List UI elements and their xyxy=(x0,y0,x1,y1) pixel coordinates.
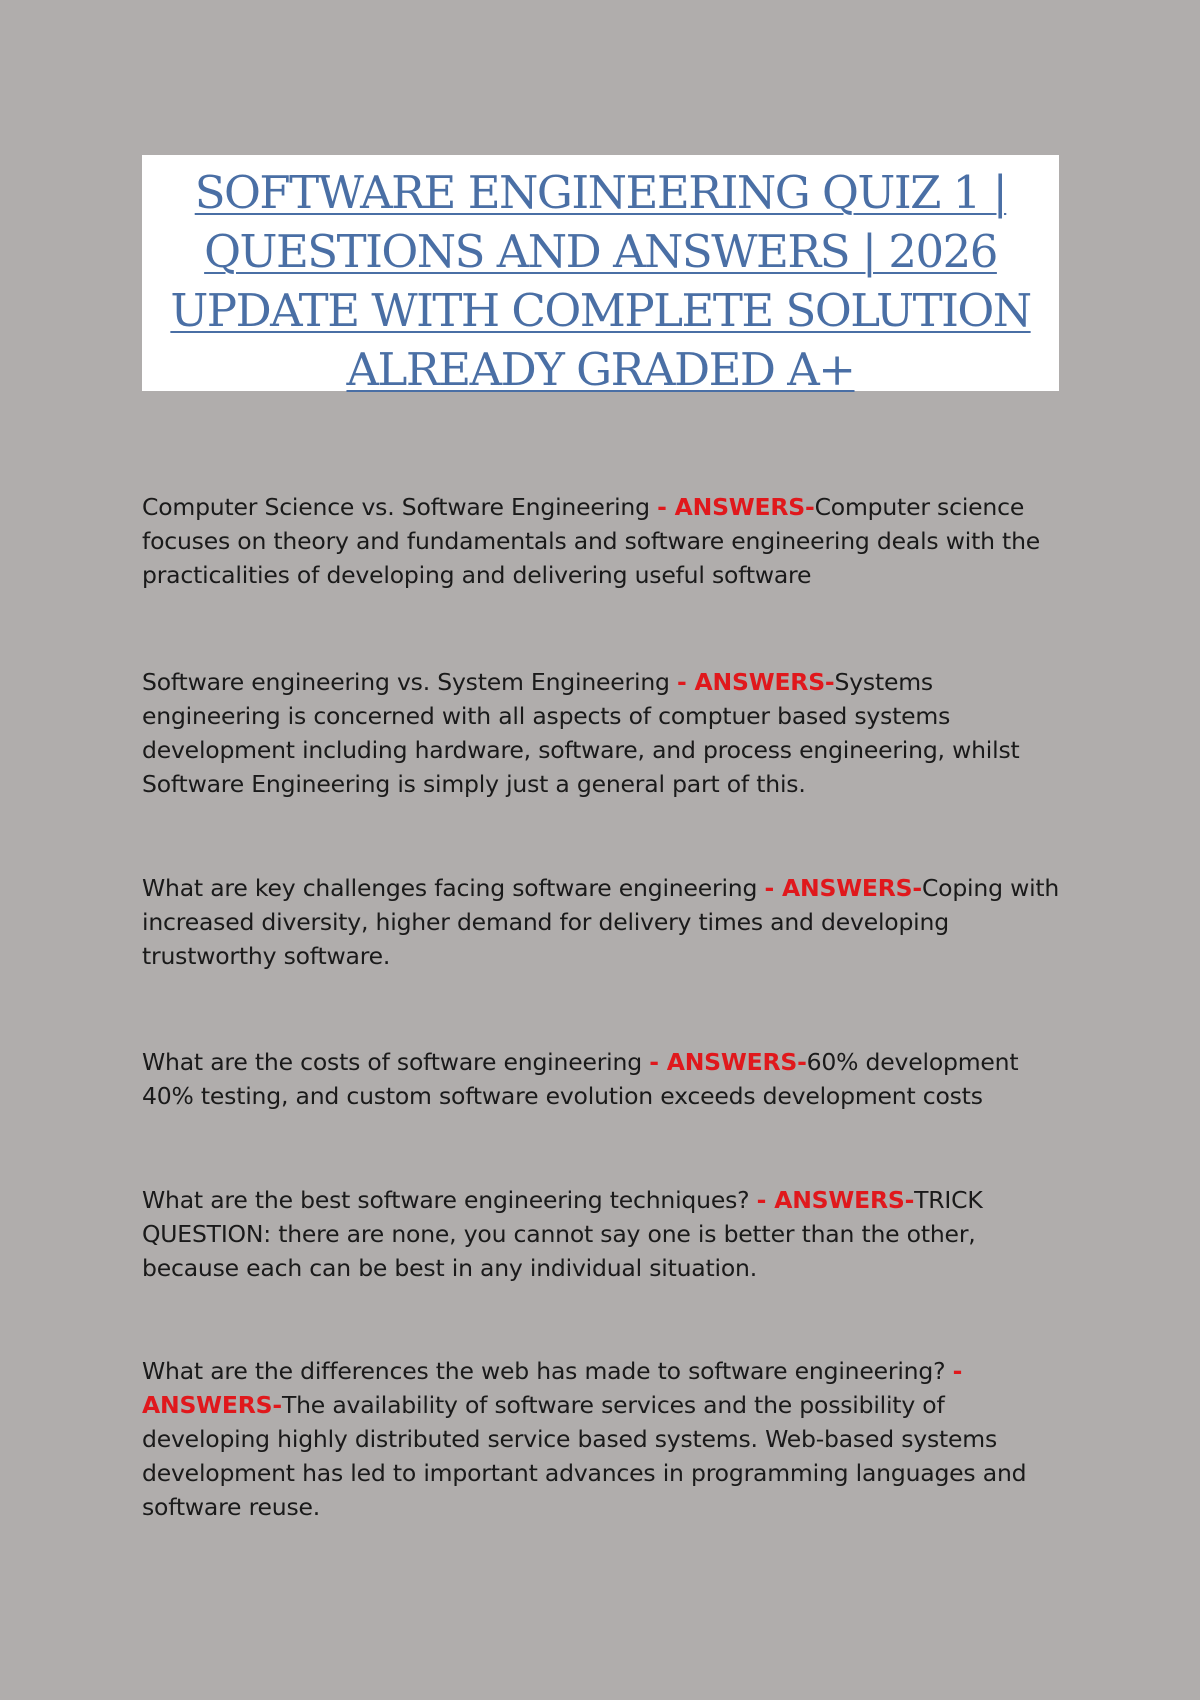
answers-tag: - ANSWERS- xyxy=(764,874,922,902)
title-line: QUESTIONS AND ANSWERS | 2026 xyxy=(204,225,997,278)
answers-tag: - ANSWERS- xyxy=(142,1357,963,1419)
answer-text: The availability of software services and the possibility of developing highly distributed service based systems. Web-based systems development has led to important advances in programming languages and software reuse. xyxy=(142,1391,1027,1521)
answer-text: Coping with increased diversity, higher demand for delivery times and developing trustworthy software. xyxy=(142,874,1060,970)
qa-item xyxy=(142,490,1067,592)
document-title xyxy=(142,163,1059,399)
answers-tag: - ANSWERS- xyxy=(649,1048,807,1076)
answer-text: Systems engineering is concerned with all aspects of comptuer based systems development including hardware, software, and process engineering, whilst Software Engineering is simply just a general part of this. xyxy=(142,668,1020,798)
answers-tag: - ANSWERS- xyxy=(657,493,815,521)
qa-item xyxy=(142,1045,1067,1113)
answers-tag: - ANSWERS- xyxy=(756,1186,915,1214)
answer-text: TRICK QUESTION: there are none, you cannot say one is better than the other, because each can be best in any individual situation. xyxy=(142,1186,983,1282)
answer-text: Computer science focuses on theory and fundamentals and software engineering deals with the practicalities of developing and delivering useful software xyxy=(142,493,1041,589)
title-box xyxy=(142,155,1059,396)
question-text: What are key challenges facing software engineering xyxy=(142,874,765,902)
qa-item xyxy=(142,871,1067,973)
qa-item xyxy=(142,1183,1067,1285)
question-text: Computer Science vs. Software Engineering xyxy=(142,493,658,521)
question-text: What are the differences the web has made to software engineering? xyxy=(142,1357,953,1385)
qa-item xyxy=(142,1354,1067,1524)
answers-tag: - ANSWERS- xyxy=(677,668,835,696)
answer-text: 60% development 40% testing, and custom software evolution exceeds development costs xyxy=(142,1048,1019,1110)
question-text: What are the costs of software engineering xyxy=(142,1048,650,1076)
title-line: UPDATE WITH COMPLETE SOLUTION xyxy=(170,284,1031,337)
question-text: Software engineering vs. System Engineering xyxy=(142,668,678,696)
title-line: SOFTWARE ENGINEERING QUIZ 1 | xyxy=(194,166,1007,219)
question-text: What are the best software engineering techniques? xyxy=(142,1186,757,1214)
qa-item xyxy=(142,665,1067,801)
title-line: ALREADY GRADED A+ xyxy=(346,343,855,396)
